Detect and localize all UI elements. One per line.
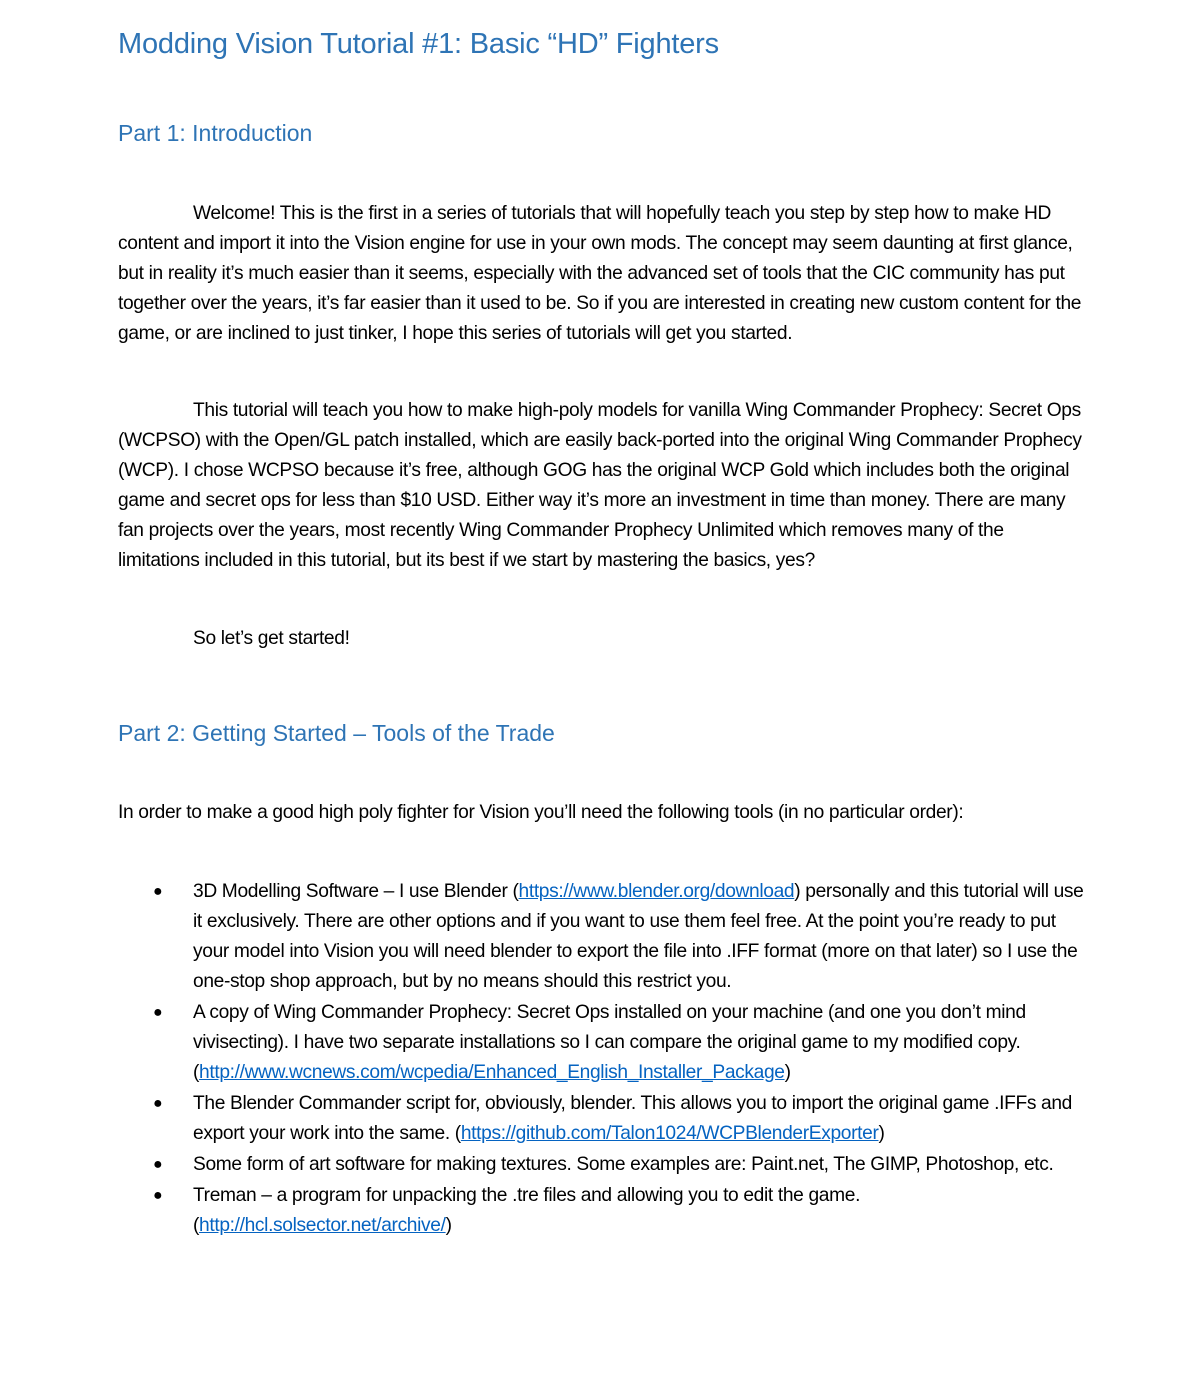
tool-text: Some form of art software for making textures. Some examples are: Paint.net, The GIMP, Photoshop, etc. [193, 1154, 1054, 1175]
wcnews-installer-link[interactable]: http://www.wcnews.com/wcpedia/Enhanced_English_Installer_Package [199, 1062, 785, 1083]
tools-intro-paragraph: In order to make a good high poly fighter for Vision you’ll need the following tools (in no particular order): [118, 802, 964, 823]
tool-text: A copy of Wing Commander Prophecy: Secret Ops installed on your machine (and one you don’t mind vivisecting). I have two separate installations so I can compare the original game to my modified copy. ( [193, 1002, 1026, 1083]
document-title: Modding Vision Tutorial #1: Basic “HD” Fighters [118, 28, 719, 60]
tool-text: ) [445, 1215, 452, 1236]
part1-heading: Part 1: Introduction [118, 120, 313, 146]
tool-item-treman [118, 1181, 1093, 1241]
tool-item-blender [118, 877, 1093, 997]
part2-heading: Part 2: Getting Started – Tools of the Trade [118, 720, 555, 746]
bullet-icon: ● [153, 1187, 163, 1204]
intro-paragraph-tutorial: This tutorial will teach you how to make high-poly models for vanilla Wing Commander Prophecy: Secret Ops (WCPSO) with the Open/GL patch installed, which are easily back-ported into the original Wing Commander Prophecy (WCP). I chose WCPSO because it’s free, although GOG has the original WCP Gold which includes both the original game and secret ops for less than $10 USD. Either way it’s more an investment in time than money. There are many fan projects over the years, most recently Wing Commander Prophecy Unlimited which removes many of the limitations included in this tutorial, but its best if we start by mastering the basics, yes? [118, 400, 1082, 571]
bullet-icon: ● [153, 1004, 163, 1021]
tool-text: ) [784, 1062, 791, 1083]
tool-text: 3D Modelling Software – I use Blender ( [193, 881, 519, 902]
tool-item-art-software [118, 1150, 1093, 1180]
tools-list [118, 877, 1093, 1242]
treman-archive-link[interactable]: http://hcl.solsector.net/archive/ [199, 1215, 446, 1236]
bullet-icon: ● [153, 1156, 163, 1173]
tool-item-blender-commander [118, 1089, 1093, 1149]
intro-paragraph-start: So let’s get started! [193, 628, 350, 649]
tool-text: ) [878, 1123, 885, 1144]
tool-text: ) personally and this tutorial will use it exclusively. There are other options and if you want to use them feel free. At the point you’re ready to put your model into Vision you will need blender to export the file into .IFF format (more on that later) so I use the one-stop shop approach, but by no means should this restrict you. [193, 881, 1084, 992]
bullet-icon: ● [153, 1095, 163, 1112]
tool-text: The Blender Commander script for, obviously, blender. This allows you to import the original game .IFFs and export your work into the same. ( [193, 1093, 1073, 1144]
intro-paragraph-welcome: Welcome! This is the first in a series of tutorials that will hopefully teach you step by step how to make HD content and import it into the Vision engine for use in your own mods. The concept may seem daunting at first glance, but in reality it’s much easier than it seems, especially with the advanced set of tools that the CIC community has put together over the years, it’s far easier than it used to be. So if you are interested in creating new custom content for the game, or are inclined to just tinker, I hope this series of tutorials will get you started. [118, 203, 1082, 344]
bullet-icon: ● [153, 883, 163, 900]
tool-item-wcpso [118, 998, 1093, 1088]
tool-text: Treman – a program for unpacking the .tre files and allowing you to edit the game. ( [193, 1185, 861, 1236]
github-exporter-link[interactable]: https://github.com/Talon1024/WCPBlenderExporter [460, 1123, 879, 1144]
blender-download-link[interactable]: https://www.blender.org/download [518, 881, 795, 902]
